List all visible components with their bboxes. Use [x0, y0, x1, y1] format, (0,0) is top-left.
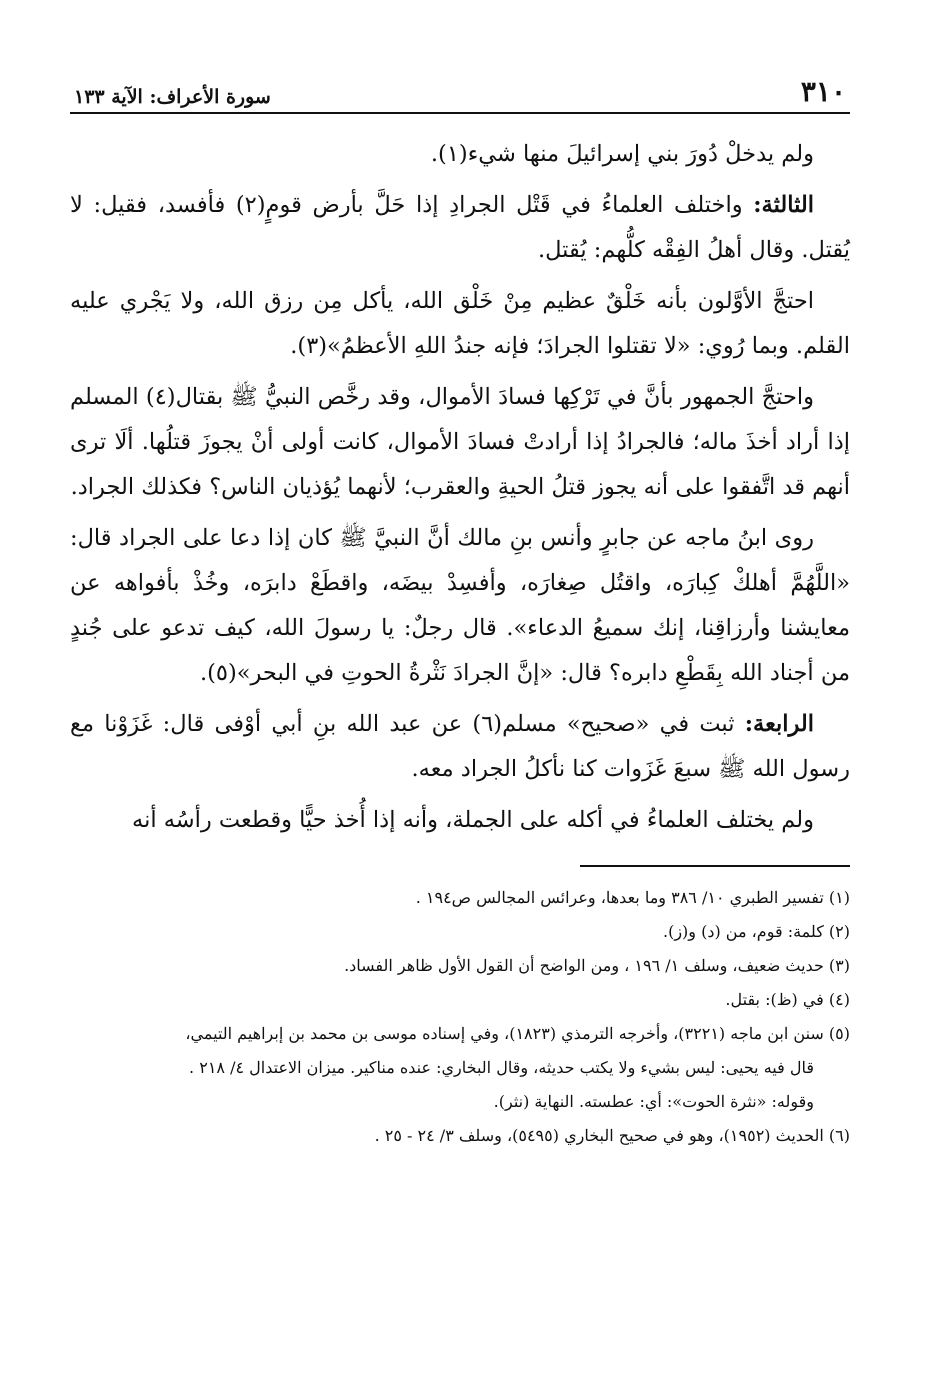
footnote-5-continuation-2: وقوله: «نثرة الحوت»: أي: عطسته. النهاية (نثر). — [493, 1092, 814, 1111]
paragraph-3: احتجَّ الأوَّلون بأنه خَلْقٌ عظيم مِنْ خَلْق الله، يأكل مِن رزق الله، ولا يَجْري عليه القلم. وبما رُوي: «لا تقتلوا الجرادَ؛ فإنه جندُ اللهِ الأعظمُ»(٣). — [70, 288, 850, 359]
section-heading-third: الثالثة: — [753, 192, 815, 218]
paragraph-2 — [70, 183, 850, 273]
section-heading-fourth: الرابعة: — [744, 711, 814, 737]
paragraph-5: روى ابنُ ماجه عن جابرٍ وأنس بنِ مالك أنَّ النبيَّ ﷺ كان إذا دعا على الجراد قال: «اللَّهُمَّ أهلكْ كِبارَه، واقتُل صِغارَه، وأفسِدْ بيضَه، واقطَعْ دابرَه، وخُذْ بأفواهه عن معايشنا وأرزاقِنا، إنك سميعُ الدعاء». قال رجلٌ: يا رسولَ الله، كيف تدعو على جُندٍ من أجناد الله بِقَطْعِ دابره؟ قال: «إنَّ الجرادَ نَثْرةُ الحوتِ في البحر»(٥). — [70, 525, 850, 686]
paragraph-7: ولم يختلف العلماءُ في أكله على الجملة، وأنه إذا أُخذ حيًّا وقطعت رأسُه أنه — [132, 807, 814, 833]
footnote-3: (٣) حديث ضعيف، وسلف ١/ ١٩٦ ، ومن الواضح أن القول الأول ظاهر الفساد. — [344, 956, 850, 975]
paragraph-1: ولم يدخلْ دُورَ بني إسرائيلَ منها شيء(١). — [430, 141, 814, 167]
paragraph-6-text: ثبت في «صحيح» مسلم(٦) عن عبد الله بنِ أبي أوْفى قال: غَزَوْنا مع رسول الله ﷺ سبعَ غَزَوات كنا نأكلُ الجراد معه. — [70, 711, 850, 782]
page-body — [70, 132, 850, 843]
footnote-5-continuation: قال فيه يحيى: ليس بشيء ولا يكتب حديثه، وقال البخاري: عنده مناكير. ميزان الاعتدال ٤/ ٢١٨ . — [189, 1058, 814, 1077]
footnote-4: (٤) في (ظ): بقتل. — [725, 990, 850, 1009]
footnote-2: (٢) كلمة: قوم، من (د) و(ز). — [662, 922, 850, 941]
paragraph-2-text: واختلف العلماءُ في قَتْل الجرادِ إذا حَلَّ بأرض قومٍ(٢) فأفسد، فقيل: لا يُقتل. وقال أهلُ الفِقْه كلُّهم: يُقتل. — [70, 192, 850, 263]
page-header — [70, 60, 850, 114]
running-title: سورة الأعراف: الآية ١٣٣ — [74, 86, 271, 108]
paragraph-4: واحتجَّ الجمهور بأنَّ في تَرْكِها فسادَ الأموال، وقد رخَّص النبيُّ ﷺ بقتال(٤) المسلم إذا أراد أخذَ ماله؛ فالجرادُ إذا أرادتْ فسادَ الأموال، كانت أولى أنْ يجوزَ قتلُها. ألَا ترى أنهم قد اتَّفقوا على أنه يجوز قتلُ الحيةِ والعقرب؛ لأنهما يُؤذيان الناس؟ فكذلك الجراد. — [70, 384, 850, 500]
footnotes — [70, 881, 850, 1153]
footnote-5: (٥) سنن ابن ماجه (٣٢٢١)، وأخرجه الترمذي (١٨٢٣)، وفي إسناده موسى بن محمد بن إبراهيم التيمي، — [185, 1024, 850, 1043]
book-page — [70, 60, 850, 1360]
footnote-1: (١) تفسير الطبري ١٠/ ٣٨٦ وما بعدها، وعرائس المجالس ص١٩٤ . — [415, 888, 850, 907]
footnote-divider — [580, 865, 850, 867]
footnote-6: (٦) الحديث (١٩٥٢)، وهو في صحيح البخاري (٥٤٩٥)، وسلف ٣/ ٢٤ - ٢٥ . — [374, 1126, 850, 1145]
paragraph-6 — [70, 702, 850, 792]
page-number: ٣١٠ — [800, 75, 846, 108]
